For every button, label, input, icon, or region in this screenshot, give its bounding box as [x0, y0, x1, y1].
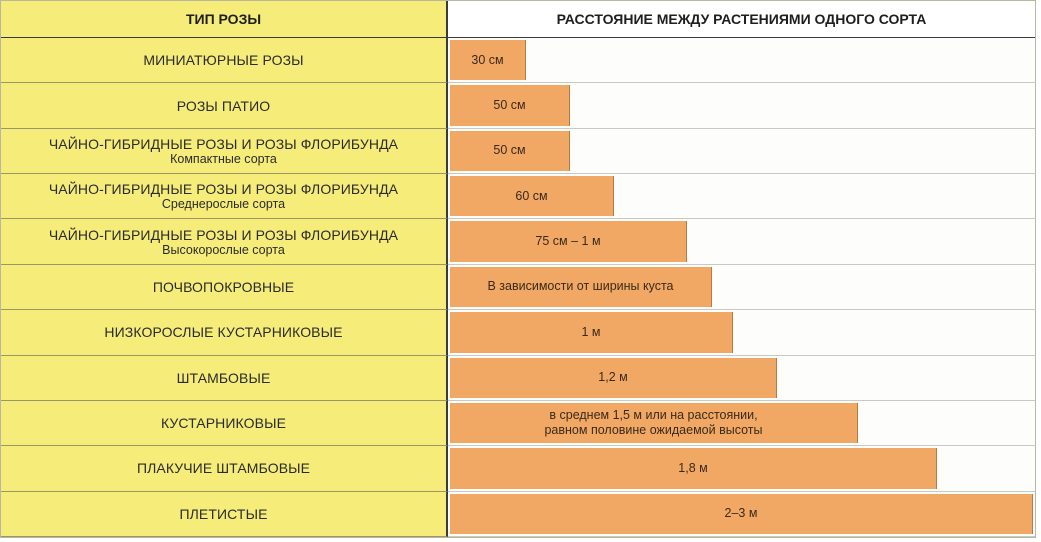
- distance-bar: [450, 448, 937, 488]
- distance-label: в среднем 1,5 м или на расстоянии,: [549, 408, 758, 423]
- rose-type-name: ПЛЕТИСТЫЕ: [179, 505, 268, 522]
- rose-type-name: ШТАМБОВЫЕ: [176, 369, 271, 386]
- table-row: [1, 265, 1035, 310]
- distance-bar: [450, 358, 777, 398]
- rose-type-name: МИНИАТЮРНЫЕ РОЗЫ: [143, 52, 304, 69]
- rose-type-cell: [1, 219, 448, 264]
- distance-cell: [448, 129, 1035, 174]
- rose-type-name: ПОЧВОПОКРОВНЫЕ: [152, 278, 295, 295]
- table-row: [1, 310, 1035, 355]
- rose-type-cell: [1, 356, 448, 401]
- rose-type-name: НИЗКОРОСЛЫЕ КУСТАРНИКОВЫЕ: [104, 324, 343, 341]
- distance-bar: [450, 494, 1033, 534]
- distance-label: 1 м: [581, 324, 601, 339]
- rose-type-cell: [1, 310, 448, 355]
- distance-label: 2–3 м: [724, 506, 758, 521]
- distance-label: 1,2 м: [598, 370, 628, 385]
- distance-bar: [450, 403, 858, 443]
- header-type-label: ТИП РОЗЫ: [185, 11, 262, 27]
- header-type: [1, 1, 448, 38]
- rose-type-cell: [1, 83, 448, 128]
- rose-type-cell: [1, 174, 448, 219]
- distance-cell: [448, 174, 1035, 219]
- distance-bar: [450, 176, 614, 216]
- distance-label: 1,8 м: [678, 460, 708, 475]
- table-row: [1, 356, 1035, 401]
- table-row: [1, 446, 1035, 491]
- rose-type-cell: [1, 265, 448, 310]
- distance-label: 50 см: [493, 143, 526, 158]
- rose-type-cell: [1, 129, 448, 174]
- table-row: [1, 129, 1035, 174]
- rose-type-subtitle: Среднерослые сорта: [161, 197, 286, 212]
- distance-bar: [450, 131, 570, 171]
- rose-type-name: ЧАЙНО-ГИБРИДНЫЕ РОЗЫ И РОЗЫ ФЛОРИБУНДА: [48, 226, 399, 243]
- rose-type-cell: [1, 38, 448, 83]
- rose-type-subtitle: Компактные сорта: [170, 151, 277, 166]
- distance-bar: [450, 85, 570, 125]
- rose-type-subtitle: Высокорослые сорта: [162, 242, 285, 257]
- header-distance: [448, 1, 1035, 38]
- distance-label-line2: равном половине ожидаемой высоты: [544, 423, 763, 438]
- distance-label: В зависимости от ширины куста: [487, 279, 674, 294]
- distance-label: 60 см: [515, 188, 548, 203]
- distance-cell: [448, 492, 1035, 537]
- table-row: [1, 401, 1035, 446]
- distance-cell: [448, 219, 1035, 264]
- table-row: [1, 219, 1035, 264]
- distance-label: 50 см: [493, 98, 526, 113]
- distance-cell: [448, 265, 1035, 310]
- header-row: [1, 1, 1035, 38]
- table-row: [1, 492, 1035, 537]
- rose-type-name: ЧАЙНО-ГИБРИДНЫЕ РОЗЫ И РОЗЫ ФЛОРИБУНДА: [48, 135, 399, 152]
- rose-type-name: КУСТАРНИКОВЫЕ: [160, 415, 287, 432]
- table-row: [1, 38, 1035, 83]
- distance-cell: [448, 401, 1035, 446]
- distance-cell: [448, 446, 1035, 491]
- rose-type-name: ПЛАКУЧИЕ ШТАМБОВЫЕ: [136, 460, 311, 477]
- rose-type-cell: [1, 401, 448, 446]
- rose-type-cell: [1, 446, 448, 491]
- distance-bar: [450, 221, 687, 261]
- header-distance-label: РАССТОЯНИЕ МЕЖДУ РАСТЕНИЯМИ ОДНОГО СОРТА: [556, 11, 927, 27]
- distance-bar: [450, 267, 712, 307]
- distance-label: 75 см – 1 м: [535, 234, 601, 249]
- distance-cell: [448, 83, 1035, 128]
- table-row: [1, 83, 1035, 128]
- distance-bar: [450, 40, 526, 80]
- distance-cell: [448, 310, 1035, 355]
- distance-bar: [450, 312, 733, 352]
- distance-label: 30 см: [471, 52, 504, 67]
- rose-type-cell: [1, 492, 448, 537]
- distance-cell: [448, 38, 1035, 83]
- rose-type-name: ЧАЙНО-ГИБРИДНЫЕ РОЗЫ И РОЗЫ ФЛОРИБУНДА: [48, 181, 399, 198]
- rose-type-name: РОЗЫ ПАТИО: [176, 97, 271, 114]
- table-row: [1, 174, 1035, 219]
- distance-cell: [448, 356, 1035, 401]
